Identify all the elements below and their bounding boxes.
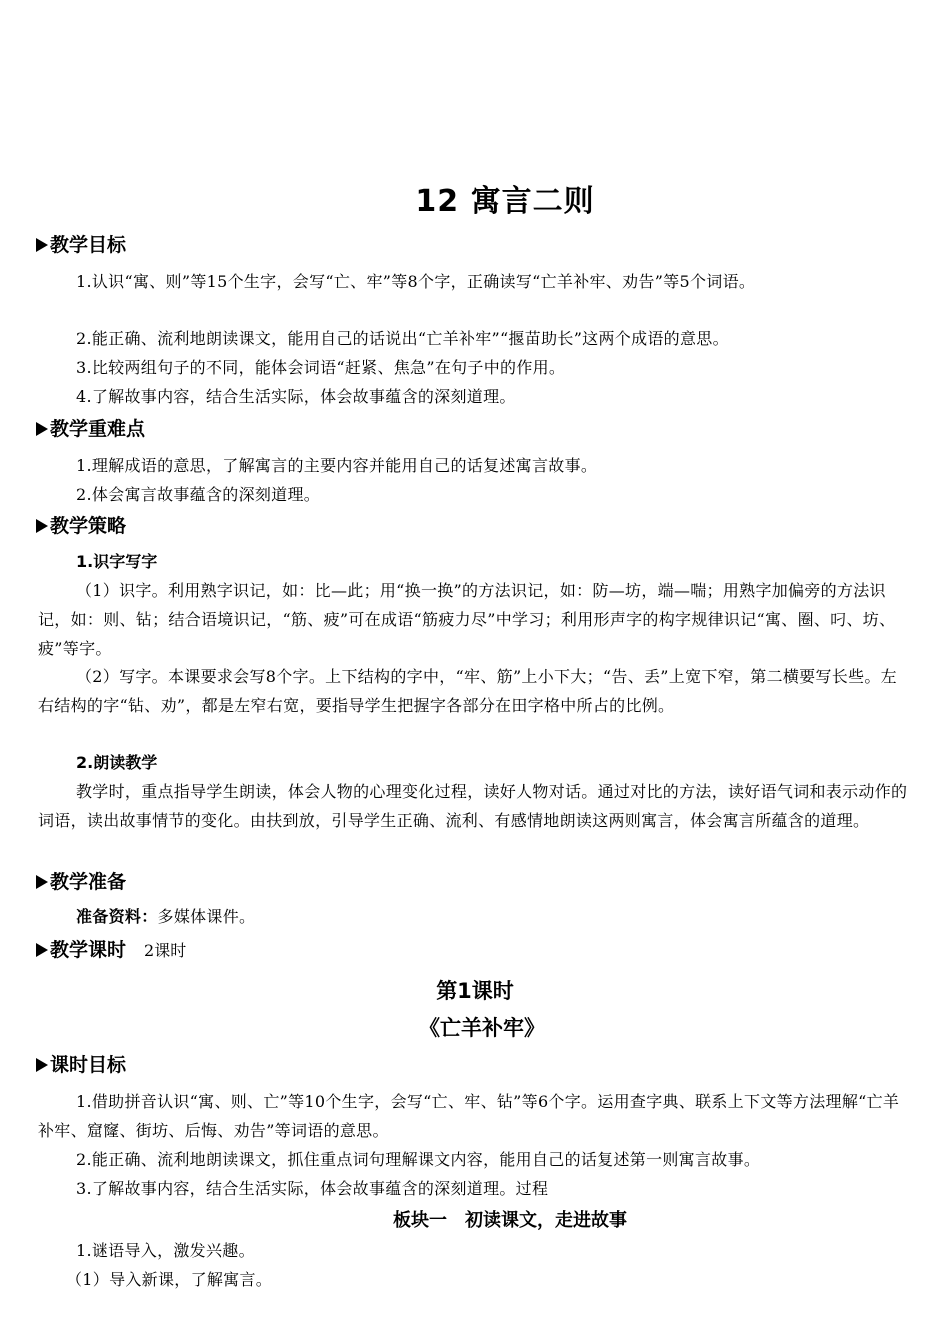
strategy-paragraph: （2）写字。本课要求会写8个字。上下结构的字中，“牢、筋”上小下大；“告、丢”上宽下窄，第二横要写长些。左右结构的字“钻、劝”，都是左窄右宽，要指导学生把握字各部分在田字格中所占的比例。 bbox=[38, 667, 897, 715]
triangle-bullet-icon bbox=[36, 1058, 48, 1072]
goal-item: 1.认识“寓、则”等15个生字，会写“亡、牢”等8个字，正确读写“亡羊补牢、劝告”等5个词语。 bbox=[76, 272, 756, 291]
section-heading-lesson-goals bbox=[36, 1052, 126, 1078]
strategy-paragraph: 教学时，重点指导学生朗读，体会人物的心理变化过程，读好人物对话。通过对比的方法，读好语气词和表示动作的词语，读出故事情节的变化。由扶到放，引导学生正确、流利、有感情地朗读这两则寓言，体会寓言所蕴含的道理。 bbox=[38, 782, 908, 830]
section-heading-text: 教学目标 bbox=[50, 234, 127, 256]
hours-value: 2课时 bbox=[144, 941, 187, 960]
triangle-bullet-icon bbox=[36, 422, 48, 436]
step-item: 1.谜语导入，激发兴趣。 bbox=[76, 1241, 255, 1260]
section-heading-text: 教学准备 bbox=[50, 871, 127, 893]
section-heading-key-points bbox=[36, 416, 145, 442]
section-heading-hours bbox=[36, 937, 186, 964]
lesson-subtitle: 《亡羊补牢》 bbox=[419, 1016, 545, 1040]
key-point-item: 2.体会寓言故事蕴含的深刻道理。 bbox=[76, 485, 321, 504]
section-heading-text: 教学课时 bbox=[50, 939, 127, 961]
prep-text: 多媒体课件。 bbox=[157, 907, 256, 926]
triangle-bullet-icon bbox=[36, 519, 48, 533]
page-title: 12 寓言二则 bbox=[415, 184, 595, 219]
lesson-goal-item: 1.借助拼音认识“寓、则、亡”等10个生字，会写“亡、牢、钻”等6个字。运用查字典、联系上下文等方法理解“亡羊补牢、窟窿、街坊、后悔、劝告”等词语的意思。 bbox=[38, 1092, 900, 1140]
lesson-goal-item: 3.了解故事内容，结合生活实际，体会故事蕴含的深刻道理。过程 bbox=[76, 1179, 549, 1198]
strategy-subheading: 2.朗读教学 bbox=[76, 753, 158, 772]
section-heading-strategy bbox=[36, 513, 126, 539]
goal-item: 3.比较两组句子的不同，能体会词语“赶紧、焦急”在句子中的作用。 bbox=[76, 358, 566, 377]
prep-line bbox=[38, 902, 908, 931]
goal-item: 2.能正确、流利地朗读课文，能用自己的话说出“亡羊补牢”“揠苗助长”这两个成语的意思。 bbox=[76, 329, 729, 348]
block-heading: 板块一 初读课文，走进故事 bbox=[393, 1210, 627, 1231]
section-heading-prep bbox=[36, 869, 126, 895]
prep-label: 准备资料： bbox=[76, 907, 158, 926]
section-heading-text: 教学策略 bbox=[50, 515, 127, 537]
step-subitem: （1）导入新课，了解寓言。 bbox=[66, 1270, 273, 1289]
triangle-bullet-icon bbox=[36, 238, 48, 252]
strategy-paragraph: （1）识字。利用熟字识记，如：比—此；用“换一换”的方法识记，如：防—坊，端—喘；用熟字加偏旁的方法识记，如：则、钻；结合语境识记，“筋、疲”可在成语“筋疲力尽”中学习；利用形声字的构字规律识记“寓、圈、叼、坊、疲”等字。 bbox=[38, 581, 896, 658]
section-heading-goals bbox=[36, 232, 126, 258]
section-heading-text: 课时目标 bbox=[50, 1054, 127, 1076]
triangle-bullet-icon bbox=[36, 943, 48, 957]
strategy-subheading: 1.识字写字 bbox=[76, 552, 158, 571]
triangle-bullet-icon bbox=[36, 875, 48, 889]
lesson-goal-item: 2.能正确、流利地朗读课文，抓住重点词句理解课文内容，能用自己的话复述第一则寓言故事。 bbox=[76, 1150, 761, 1169]
key-point-item: 1.理解成语的意思，了解寓言的主要内容并能用自己的话复述寓言故事。 bbox=[76, 456, 598, 475]
section-heading-text: 教学重难点 bbox=[50, 418, 146, 440]
goal-item: 4.了解故事内容，结合生活实际，体会故事蕴含的深刻道理。 bbox=[76, 387, 516, 406]
lesson-heading: 第1课时 bbox=[436, 979, 514, 1003]
